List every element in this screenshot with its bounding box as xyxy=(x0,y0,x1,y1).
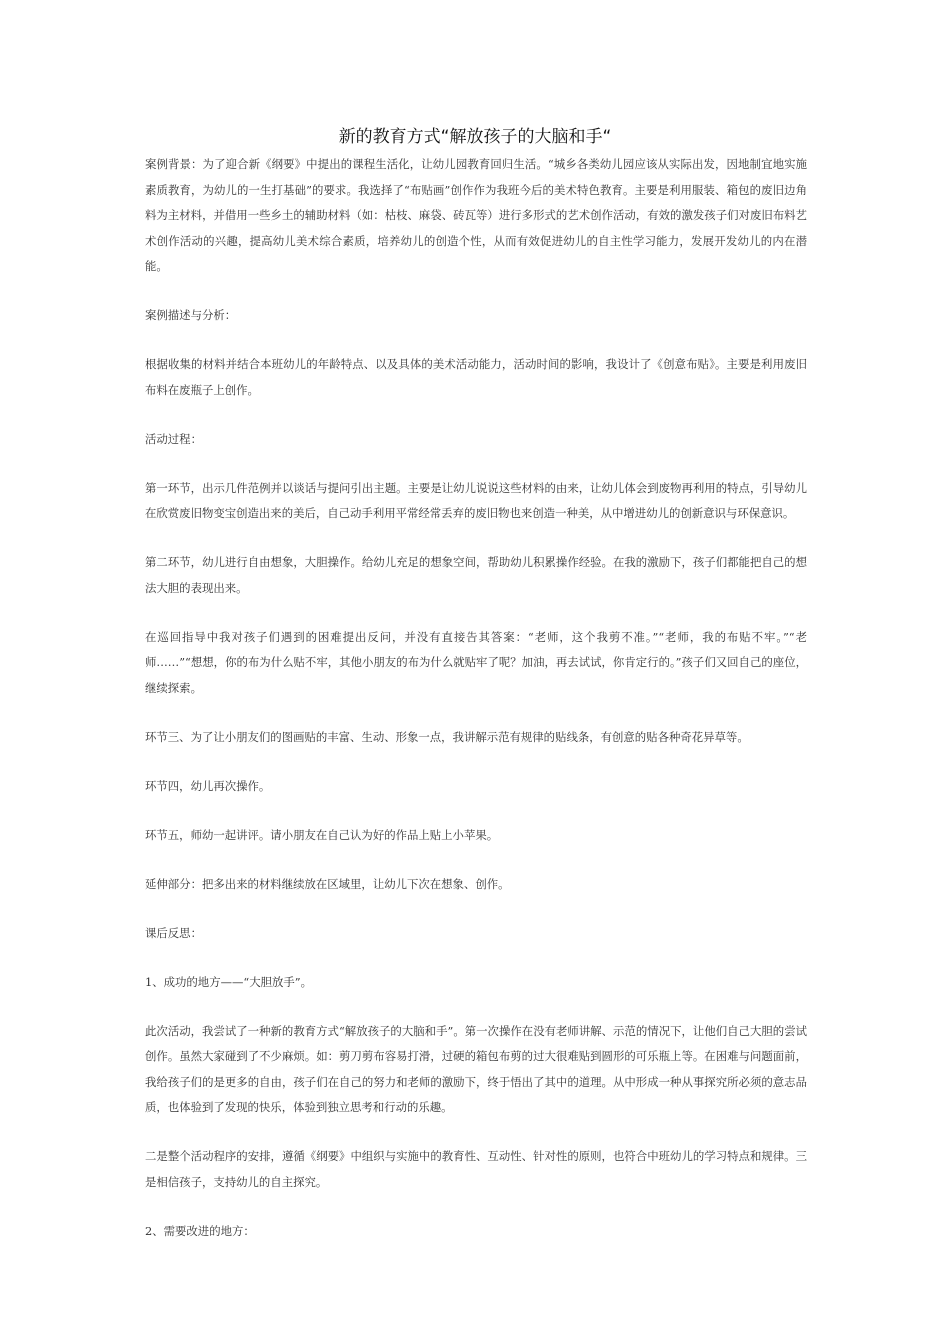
document-title: 新的教育方式“解放孩子的大脑和手“ xyxy=(338,127,612,147)
paragraph-step-two: 第二环节，幼儿进行自由想象，大胆操作。给幼儿充足的想象空间，帮助幼儿积累操作经验。在我的激励下，孩子们都能把自己的想法大胆的表现出来。 xyxy=(145,555,807,595)
paragraph-step-one: 第一环节，出示几件范例并以谈话与提问引出主题。主要是让幼儿说说这些材料的由来，让幼儿体会到废物再利用的特点，引导幼儿在欣赏废旧物变宝创造出来的美后，自己动手利用平常经常丢弃的废旧物也来创造一种美，从中增进幼儿的创新意识与环保意识。 xyxy=(145,480,807,520)
paragraph-step-four: 环节四，幼儿再次操作。 xyxy=(145,778,271,793)
heading-reflection: 课后反思： xyxy=(145,925,202,940)
heading-case-description: 案例描述与分析： xyxy=(145,308,237,322)
paragraph-step-three: 环节三、为了让小朋友们的图画贴的丰富、生动、形象一点，我讲解示范有规律的贴线条，有创意的贴各种奇花异草等。 xyxy=(145,729,749,744)
paragraph-step-five: 环节五，师幼一起讲评。请小朋友在自己认为好的作品上贴上小苹果。 xyxy=(145,827,499,842)
document-body xyxy=(145,152,807,1244)
heading-activity-process: 活动过程： xyxy=(145,431,202,446)
paragraph-program-arrangement: 二是整个活动程序的安排，遵循《纲要》中组织与实施中的教育性、互动性、针对性的原则，也符合中班幼儿的学习特点和规律。三是相信孩子，支持幼儿的自主探究。 xyxy=(145,1149,807,1189)
heading-improvement: 2、需要改进的地方： xyxy=(145,1223,255,1238)
paragraph-success-detail: 此次活动，我尝试了一种新的教育方式“解放孩子的大脑和手”。第一次操作在没有老师讲解、示范的情况下，让他们自己大胆的尝试创作。虽然大家碰到了不少麻烦。如：剪刀剪布容易打滑，过硬的箱包布剪的过大很难贴到圆形的可乐瓶上等。在困难与问题面前，我给孩子们的是更多的自由，孩子们在自己的努力和老师的激励下，终于悟出了其中的道理。从中形成一种从事探究所必须的意志品质，也体验到了发现的快乐，体验到独立思考和行动的乐趣。 xyxy=(145,1023,807,1114)
paragraph-guidance: 在巡回指导中我对孩子们遇到的困难提出反问，并没有直接告其答案：“老师，这个我剪不准。”“老师，我的布贴不牢。”“老师……”“想想，你的布为什么贴不牢，其他小朋友的布为什么就贴牢了呢？加油，再去试试，你肯定行的。”孩子们又回自己的座位，继续探索。 xyxy=(145,629,807,695)
heading-success: 1、成功的地方——“大胆放手”。 xyxy=(145,974,312,989)
paragraph-background: 案例背景：为了迎合新《纲要》中提出的课程生活化，让幼儿园教育回归生活。“城乡各类幼儿园应该从实际出发，因地制宜地实施素质教育，为幼儿的一生打基础”的要求。我选择了“布贴画”创作作为我班今后的美术特色教育。主要是利用服装、箱包的废旧边角料为主材料，并借用一些乡土的辅助材料（如：枯枝、麻袋、砖瓦等）进行多形式的艺术创作活动，有效的激发孩子们对废旧布料艺术创作活动的兴趣，提高幼儿美术综合素质，培养幼儿的创造个性，从而有效促进幼儿的自主性学习能力，发展开发幼儿的内在潜能。 xyxy=(145,157,807,273)
paragraph-extension: 延伸部分：把多出来的材料继续放在区域里，让幼儿下次在想象、创作。 xyxy=(145,876,510,891)
paragraph-design: 根据收集的材料并结合本班幼儿的年龄特点、以及具体的美术活动能力，活动时间的影响，我设计了《创意布贴》。主要是利用废旧布料在废瓶子上创作。 xyxy=(145,357,807,397)
